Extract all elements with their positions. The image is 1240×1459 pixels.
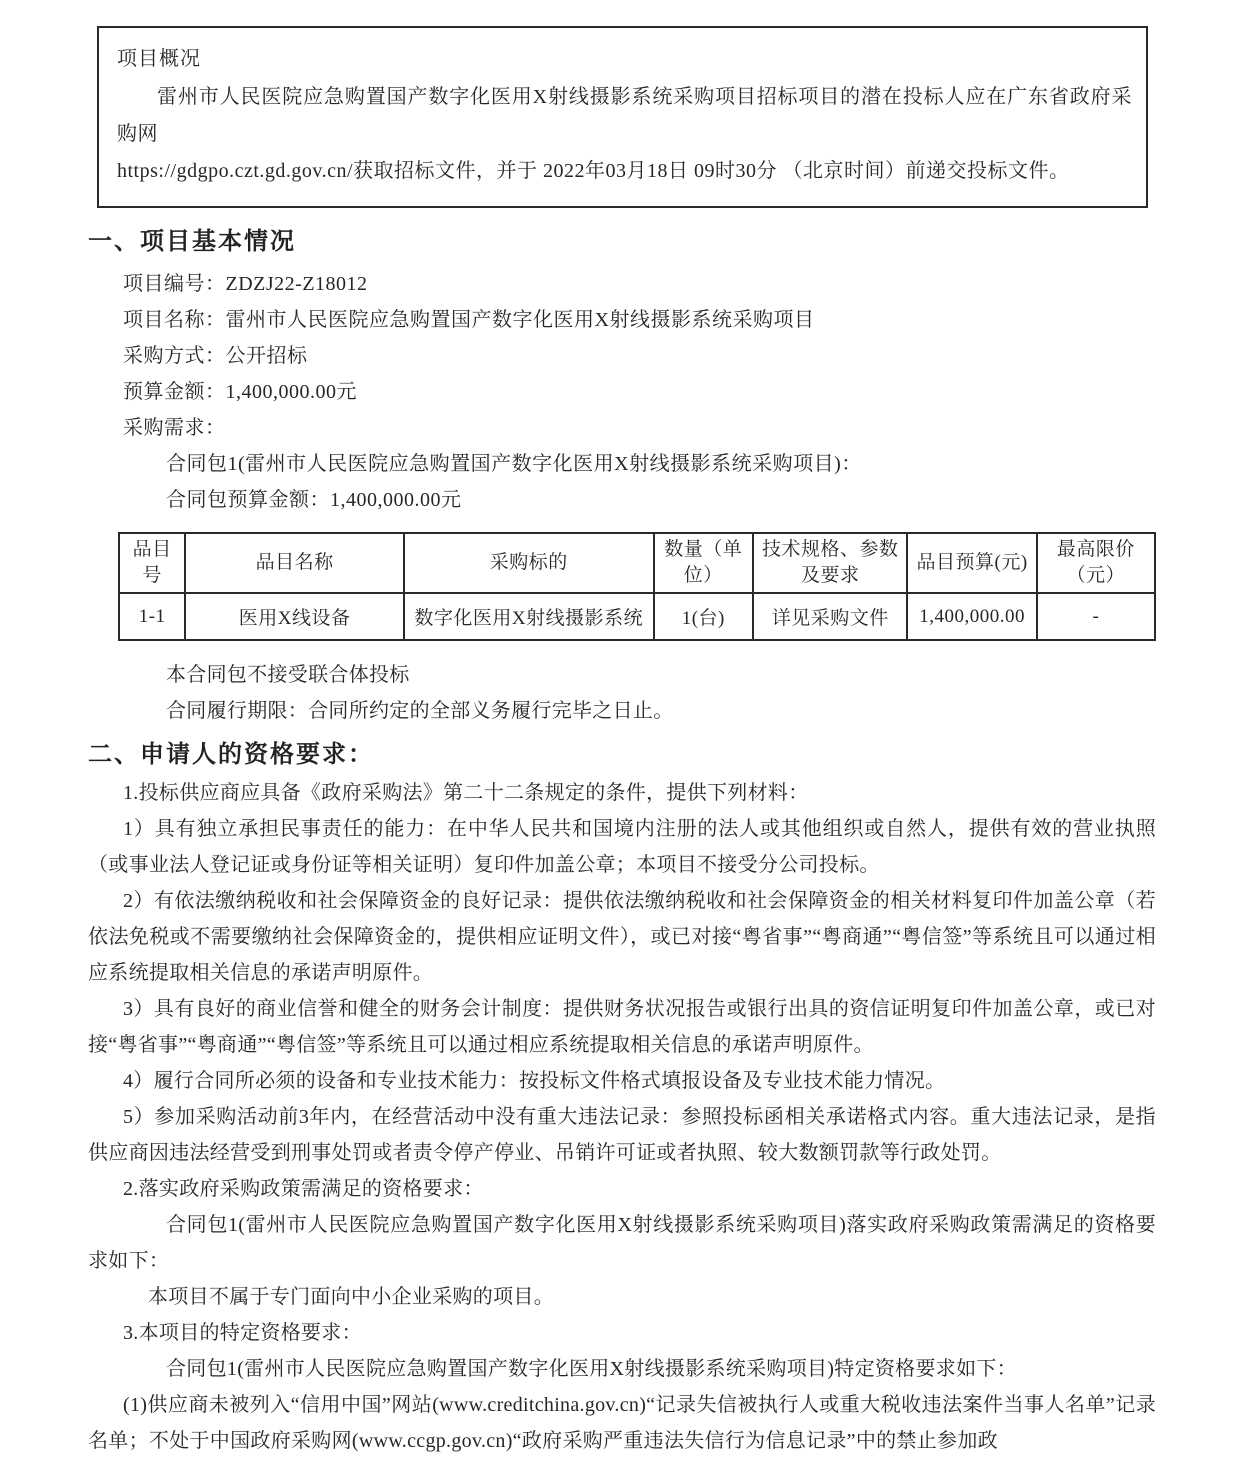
qual-para-materials-intro: 1.投标供应商应具备《政府采购法》第二十二条规定的条件，提供下列材料： bbox=[123, 782, 809, 804]
qual-para-tax-social-security: 2）有依法缴纳税收和社会保障资金的良好记录：提供依法缴纳税收和社会保障资金的相关材料复印件加盖公章（若依法免税或不需要缴纳社会保障资金的，提供相应证明文件），或已对接“粤省事”“粤商通”“粤信签”等系统且可以通过相应系统提取相关信息的承诺声明原件。 bbox=[88, 890, 1156, 984]
table-header-row bbox=[119, 533, 1155, 593]
overview-text-line-1: 雷州市人民医院应急购置国产数字化医用X射线摄影系统采购项目招标项目的潜在投标人应在广东省政府采购网 bbox=[117, 86, 1132, 145]
overview-title: 项目概况 bbox=[117, 48, 201, 70]
qual-para-civil-liability: 1）具有独立承担民事责任的能力：在中华人民共和国境内注册的法人或其他组织或自然人，提供有效的营业执照（或事业法人登记证或身份证等相关证明）复印件加盖公章；本项目不接受分公司投标。 bbox=[88, 818, 1156, 876]
cell-item-no: 1-1 bbox=[119, 593, 185, 640]
cell-quantity: 1(台) bbox=[654, 593, 753, 640]
header-quantity: 数量（单位） bbox=[654, 533, 753, 593]
contract-package-budget: 合同包预算金额：1,400,000.00元 bbox=[166, 489, 462, 511]
overview-text-line-2: https://gdgpo.czt.gd.gov.cn/获取招标文件，并于 2022年03月18日 09时30分 （北京时间）前递交投标文件。 bbox=[117, 160, 1070, 182]
contract-package-intro: 合同包1(雷州市人民医院应急购置国产数字化医用X射线摄影系统采购项目)： bbox=[166, 453, 862, 475]
project-overview-box bbox=[97, 26, 1148, 208]
header-spec: 技术规格、参数及要求 bbox=[753, 533, 907, 593]
qual-para-credit-finance: 3）具有良好的商业信誉和健全的财务会计制度：提供财务状况报告或银行出具的资信证明复印件加盖公章，或已对接“粤省事”“粤商通”“粤信签”等系统且可以通过相应系统提取相关信息的承诺声明原件。 bbox=[88, 998, 1156, 1056]
basic-info-fields bbox=[88, 266, 1156, 518]
section-qualification-heading: 二、申请人的资格要求： bbox=[88, 742, 374, 768]
section-basic-heading: 一、项目基本情况 bbox=[88, 229, 296, 255]
field-procurement-demand: 采购需求： bbox=[123, 417, 226, 439]
cell-price-cap: - bbox=[1037, 593, 1155, 640]
header-budget: 品目预算(元) bbox=[907, 533, 1037, 593]
qualification-paragraphs bbox=[88, 775, 1156, 1459]
qual-para-credit-china: (1)供应商未被列入“信用中国”网站(www.creditchina.gov.cn)“记录失信被执行人或重大税收违法案件当事人名单”记录名单；不处于中国政府采购网(www.ccgp.gov.cn)“政府采购严重违法失信行为信息记录”中的禁止参加政 bbox=[88, 1394, 1156, 1452]
header-price-cap: 最高限价（元） bbox=[1037, 533, 1155, 593]
table-notes bbox=[88, 657, 1156, 729]
note-no-consortium: 本合同包不接受联合体投标 bbox=[166, 664, 410, 686]
qual-para-policy-requirements: 2.落实政府采购政策需满足的资格要求： bbox=[123, 1178, 484, 1200]
cell-subject: 数字化医用X射线摄影系统 bbox=[404, 593, 654, 640]
table-row bbox=[119, 593, 1155, 640]
note-performance-period: 合同履行期限：合同所约定的全部义务履行完毕之日止。 bbox=[166, 700, 674, 722]
qual-para-specific-contract-package: 合同包1(雷州市人民医院应急购置国产数字化医用X射线摄影系统采购项目)特定资格要求如下： bbox=[166, 1358, 1017, 1380]
field-budget-amount: 预算金额：1,400,000.00元 bbox=[123, 381, 357, 403]
cell-item-name: 医用X线设备 bbox=[185, 593, 404, 640]
qual-para-not-sme-project: 本项目不属于专门面向中小企业采购的项目。 bbox=[148, 1286, 554, 1308]
qual-para-policy-contract-package: 合同包1(雷州市人民医院应急购置国产数字化医用X射线摄影系统采购项目)落实政府采购政策需满足的资格要求如下： bbox=[88, 1214, 1156, 1272]
qual-para-no-major-violation: 5）参加采购活动前3年内，在经营活动中没有重大违法记录：参照投标函相关承诺格式内容。重大违法记录，是指供应商因违法经营受到刑事处罚或者责令停产停业、吊销许可证或者执照、较大数额罚款等行政处罚。 bbox=[88, 1106, 1156, 1164]
header-item-name: 品目名称 bbox=[185, 533, 404, 593]
field-project-name: 项目名称：雷州市人民医院应急购置国产数字化医用X射线摄影系统采购项目 bbox=[123, 309, 815, 331]
field-project-number: 项目编号：ZDZJ22-Z18012 bbox=[123, 273, 368, 295]
qual-para-specific-requirements: 3.本项目的特定资格要求： bbox=[123, 1322, 362, 1344]
header-subject: 采购标的 bbox=[404, 533, 654, 593]
header-item-no: 品目号 bbox=[119, 533, 185, 593]
cell-spec: 详见采购文件 bbox=[753, 593, 907, 640]
qual-para-equipment-capability: 4）履行合同所必须的设备和专业技术能力：按投标文件格式填报设备及专业技术能力情况。 bbox=[123, 1070, 946, 1092]
cell-budget: 1,400,000.00 bbox=[907, 593, 1037, 640]
procurement-items-table bbox=[118, 532, 1156, 641]
field-procurement-method: 采购方式：公开招标 bbox=[123, 345, 308, 367]
